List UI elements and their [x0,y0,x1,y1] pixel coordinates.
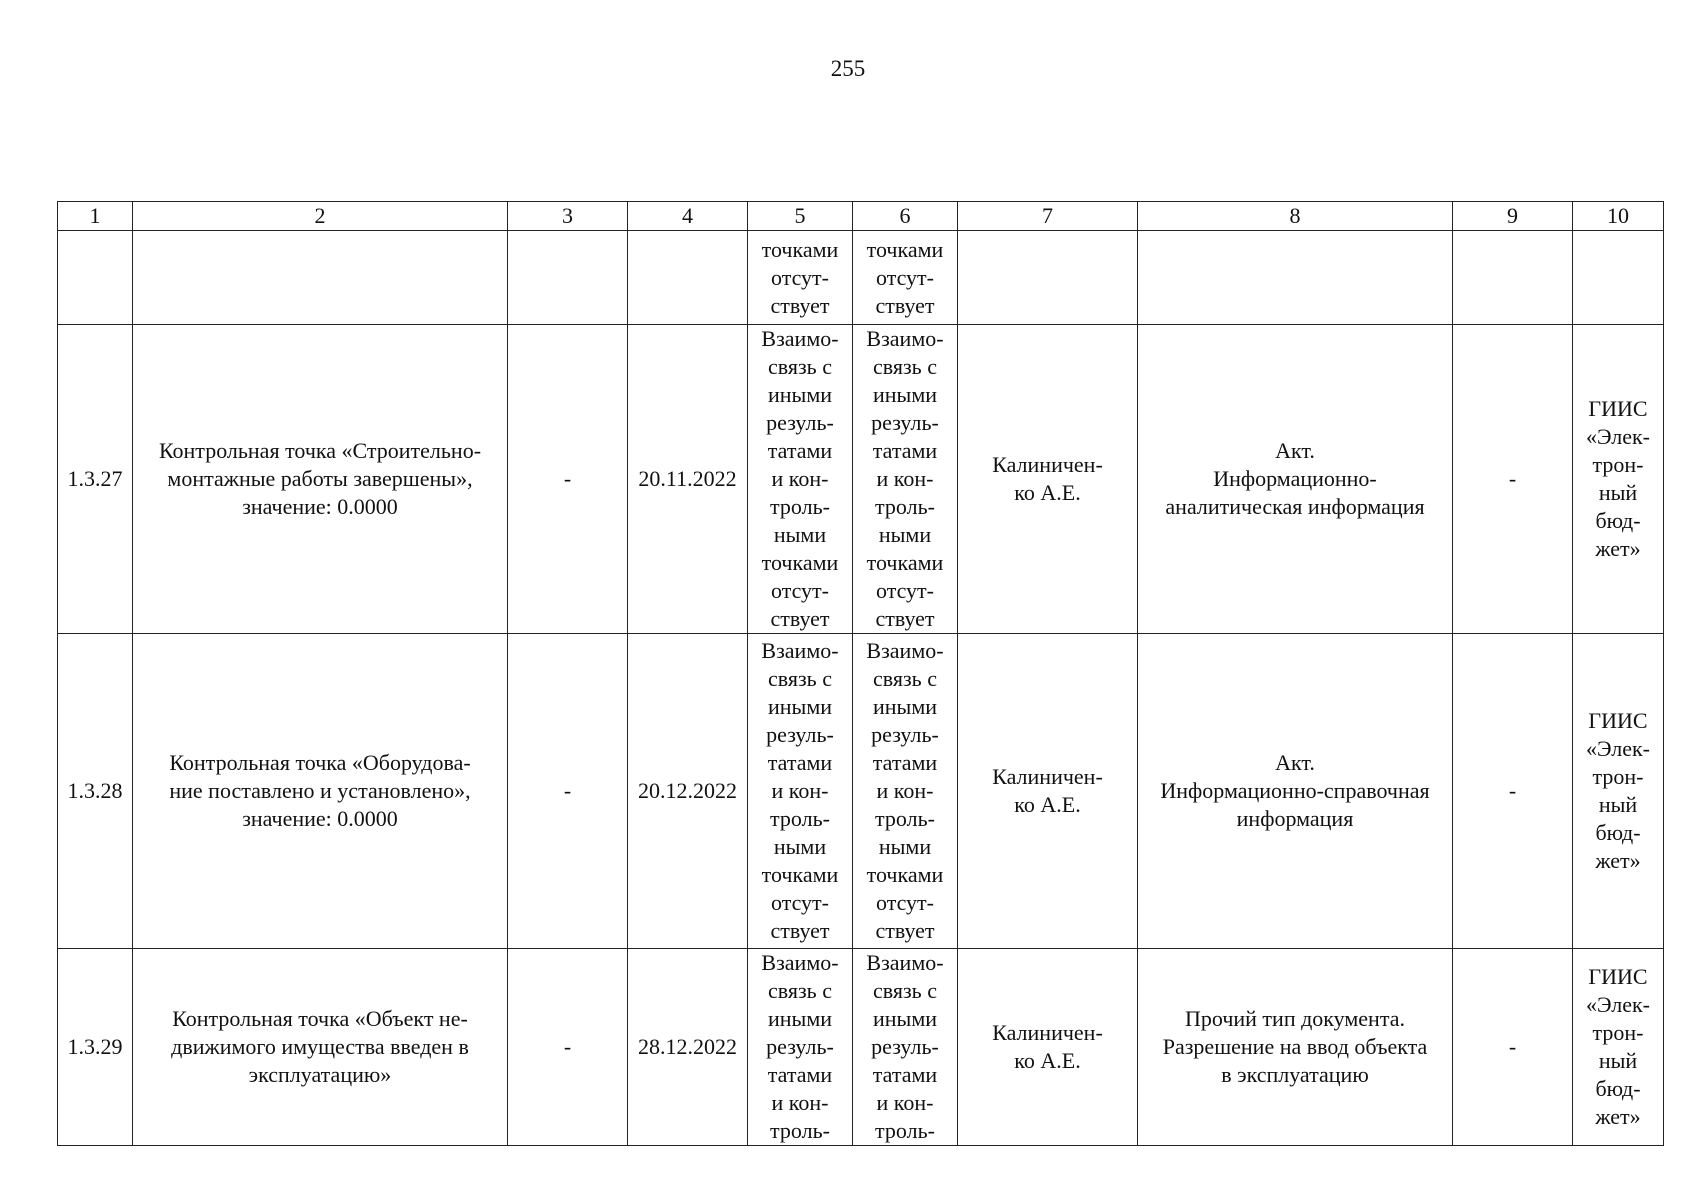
cell-document: Акт. Информационно-справочная информация [1138,634,1453,949]
header-col-6: 6 [853,202,958,231]
cell-num: 1.3.27 [58,325,133,634]
cell-name: Контрольная точка «Оборудова- ние поставлено и установлено», значение: 0.0000 [133,634,508,949]
cell-relation-points: точками отсут- ствует [853,231,958,325]
cell-responsible: Калиничен- ко А.Е. [958,949,1138,1146]
page-number: 255 [830,56,866,81]
cell-responsible [958,231,1138,325]
control-points-table [57,201,1664,1146]
cell-date: 28.12.2022 [628,949,748,1146]
header-col-5: 5 [748,202,853,231]
header-col-4: 4 [628,202,748,231]
cell-responsible: Калиничен- ко А.Е. [958,325,1138,634]
cell-relation-results: точками отсут- ствует [748,231,853,325]
cell-relation-points: Взаимо- связь с иными резуль- татами и кон- троль- ными точками отсут- ствует [853,325,958,634]
cell-document: Прочий тип документа. Разрешение на ввод объекта в эксплуатацию [1138,949,1453,1146]
header-col-8: 8 [1138,202,1453,231]
cell-relation-points: Взаимо- связь с иными резуль- татами и кон- троль- ными точками отсут- ствует [853,634,958,949]
cell-col9: - [1453,634,1573,949]
cell-name: Контрольная точка «Объект не- движимого имущества введен в эксплуатацию» [133,949,508,1146]
cell-relation-results: Взаимо- связь с иными резуль- татами и кон- троль- ными точками отсут- ствует [748,634,853,949]
cell-num: 1.3.28 [58,634,133,949]
continuation-row [58,231,1664,325]
cell-relation-results: Взаимо- связь с иными резуль- татами и кон- троль- [748,949,853,1146]
cell-col3: - [508,634,628,949]
cell-date: 20.12.2022 [628,634,748,949]
table-row [58,325,1664,634]
table-row [58,949,1664,1146]
cell-name [133,231,508,325]
header-col-7: 7 [958,202,1138,231]
cell-date: 20.11.2022 [628,325,748,634]
cell-col3: - [508,325,628,634]
cell-system: ГИИС «Элек- трон- ный бюд- жет» [1573,634,1664,949]
table-row [58,634,1664,949]
cell-col3: - [508,949,628,1146]
cell-col9 [1453,231,1573,325]
cell-relation-points: Взаимо- связь с иными резуль- татами и кон- троль- [853,949,958,1146]
cell-col9: - [1453,325,1573,634]
cell-col3 [508,231,628,325]
header-col-1: 1 [58,202,133,231]
cell-document [1138,231,1453,325]
header-col-9: 9 [1453,202,1573,231]
cell-system: ГИИС «Элек- трон- ный бюд- жет» [1573,949,1664,1146]
cell-relation-results: Взаимо- связь с иными резуль- татами и кон- троль- ными точками отсут- ствует [748,325,853,634]
cell-name: Контрольная точка «Строительно- монтажные работы завершены», значение: 0.0000 [133,325,508,634]
cell-num [58,231,133,325]
header-col-3: 3 [508,202,628,231]
cell-responsible: Калиничен- ко А.Е. [958,634,1138,949]
header-col-2: 2 [133,202,508,231]
cell-num: 1.3.29 [58,949,133,1146]
cell-col9: - [1453,949,1573,1146]
cell-system [1573,231,1664,325]
cell-date [628,231,748,325]
cell-system: ГИИС «Элек- трон- ный бюд- жет» [1573,325,1664,634]
cell-document: Акт. Информационно- аналитическая информация [1138,325,1453,634]
header-row [58,202,1664,231]
header-col-10: 10 [1573,202,1664,231]
